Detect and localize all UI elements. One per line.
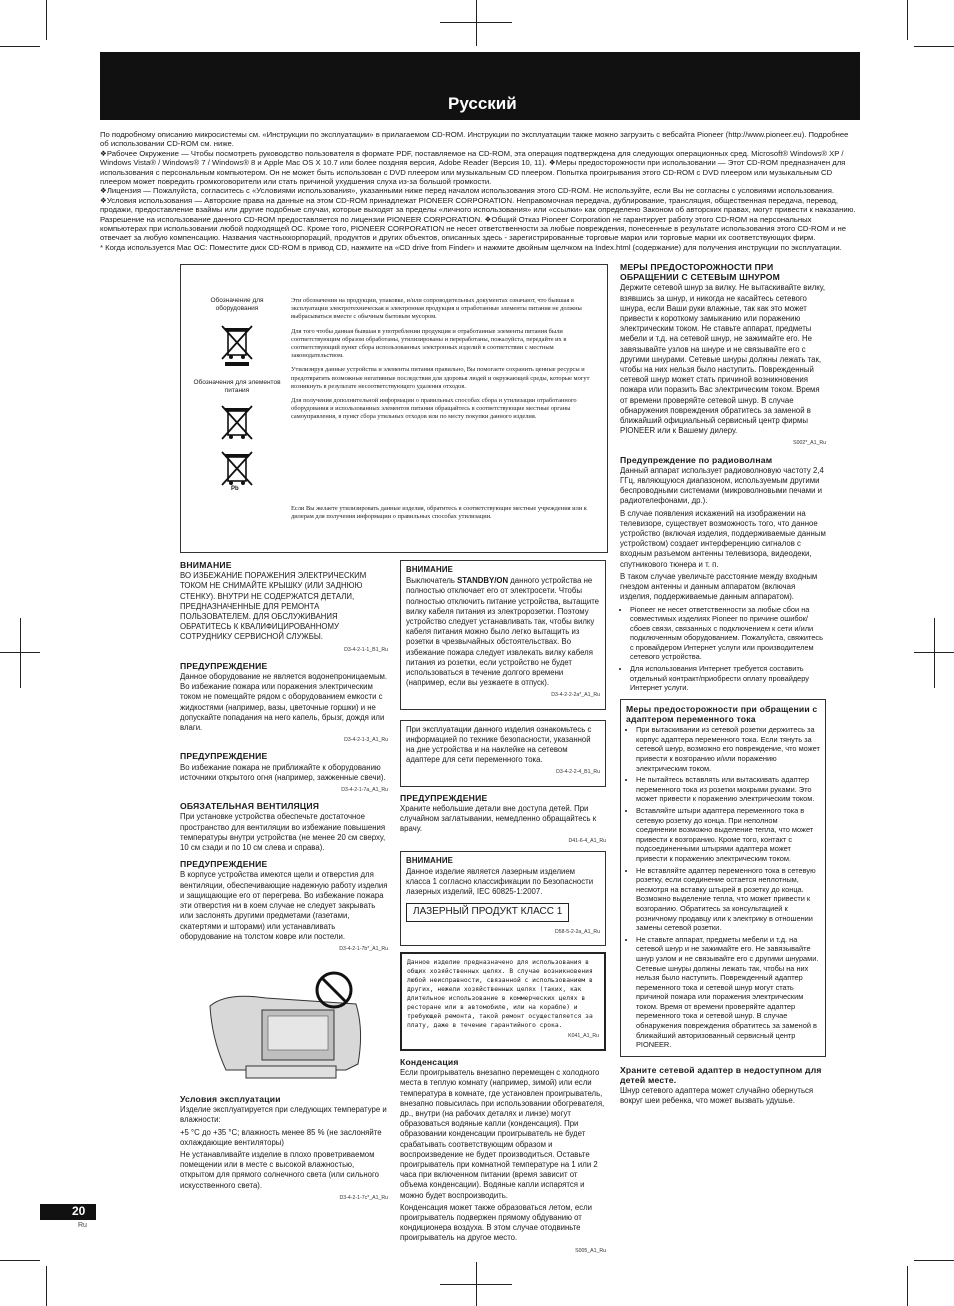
laser-box [400, 851, 606, 946]
intro-paragraph: ❖Рабочее Окружение — Чтобы посмотреть руководство пользователя в формате PDF, поставляемое на CD-ROM, эта операция подтверждена для следующих операционных сред. Microsoft® Windows® XP / Windows Vista® / Windows® 7 / Windows® 8 и Apple Mac OS X 10.7 или более поздняя версия, Adobe Reader (Версия 10, 11). ❖Меры предосторожности при использовании — Этот CD-ROM предназначен для использования с персональным компьютером. Он не может быть использован с DVD плеером или музыкальным CD плеером. Попытка проигрывания этого CD-ROM с DVD плеером или музыкальным CD плеером может повредить громкоговорители или стать причиной ухудшения слуха из-за большой громкости. [100, 148, 846, 187]
column-right [620, 262, 826, 1109]
doc-code: D3-4-2-1-3_A1_Ru [344, 737, 388, 744]
weee-paragraph: Если Вы желаете утилизировать данные изделия, обратитесь в соответствующие местные учреждения или к дилерам для получения информации о правильных способах утилизации. [291, 505, 587, 521]
intro-paragraph: ❖Лицензия — Пожалуйста, согласитесь с «Условиями использования», указанными ниже перед началом использования этого CD-ROM. Не используйте, если Вы не согласны с условиями использования. ❖Условия использования — Авторские права на данные на этом CD-ROM принадлежат PIONEER CORPORATION. Неправомочная передача, дублирование, трансляция, общественная передача, перевод, продажи, предоставление взаймы или другие подобные случаи, которые выходят за пределы «личного использования» или «ссылки» как определено Законом об авторских правах, могут привести к наказанию. Разрешение на использование данного CD-ROM предоставляется по лицензии PIONEER CORPORATION. ❖Общий Отказ Pioneer Corporation не гарантирует работу этого CD-ROM на персональных компьютерах при использовании любой подходящей ОС. Кроме того, PIONEER CORPORATION не несет ответственности за любые повреждения, понесенные в результате использования этого CD-ROM и не отвечает за любую компенсацию. Названия частныхкорпораций, продуктов и других объектов, описанных здесь - зарегистрированные торговые марки или торговые марки их соответствующих фирм. [100, 186, 856, 243]
doc-code: D3-4-2-1-7c*_A1_Ru [339, 1194, 388, 1201]
section-heading: ПРЕДУПРЕЖДЕНИЕ [180, 859, 268, 870]
registration-mark [934, 618, 935, 688]
page-number: 20 [72, 1204, 86, 1218]
page-language: Ru [78, 1222, 87, 1229]
section-heading: Меры предосторожности при обращении с адаптером переменного тока [626, 703, 818, 725]
section-heading: Конденсация [400, 1056, 459, 1067]
doc-code: D3-4-2-1-7a_A1_Ru [341, 787, 388, 794]
section-text-end: данного устройства не полностью отключает его от электросети. Чтобы полностью отключить питание устройства, вытащите вилку кабеля питания из электророзетки. Поэтому устройство следует устанавливать так, чтобы вилку кабеля питания можно было легко вытащить из розетки в чрезвычайных обстоятельствах. Во избежание пожара следует извлекать вилку кабеля питания из розетки, если устройство не будет использоваться в течение долгого времени (например, если вы уезжаете в отпуск). [406, 576, 600, 688]
section-text: Данный аппарат использует радиоволновую частоту 2,4 ГГц, являющуюся диапазоном, используемым другими беспроводными системами (микроволновыми печами и радиотелефонами, др.). [620, 465, 824, 506]
doc-code: K041_A1_Ru [568, 1032, 599, 1039]
attention-box [400, 560, 606, 710]
section-text: В корпусе устройства имеются щели и отверстия для вентиляции, обеспечивающие надежную работу изделия и защищающие его от перегрева. Во избежание пожара эти отверстия ни в коем случае не следует закрывать или заслонять другими предметами (газетами, скатертями и шторами) или устанавливать оборудование на толстом ковре или постели. [180, 870, 388, 941]
section-heading: МЕРЫ ПРЕДОСТОРОЖНОСТИ ПРИ ОБРАЩЕНИИ С СЕТЕВЫМ ШНУРОМ [620, 262, 781, 283]
registration-mark [476, 1262, 477, 1306]
section-text: +5 °C до +35 °C; влажность менее 85 % (не заслоняйте охлаждающие вентиляторы) [180, 1127, 382, 1147]
pb-label: Pb [231, 486, 239, 492]
section-heading: Храните сетевой адаптер в недоступном для детей месте. [620, 1064, 822, 1086]
section-heading: ВНИМАНИЕ [406, 855, 454, 865]
standby-switch-label: STANDBY/ON [457, 576, 509, 586]
section-text: ВО ИЗБЕЖАНИЕ ПОРАЖЕНИЯ ЭЛЕКТРИЧЕСКИМ ТОКОМ НЕ СНИМАЙТЕ КРЫШКУ (ИЛИ ЗАДНЮЮ СТЕНКУ). ВНУТРИ НЕ СОДЕРЖАТСЯ ДЕТАЛИ, ПРЕДНАЗНАЧЕННЫЕ ДЛЯ РЕМОНТА ПОЛЬЗОВАТЕЛЕМ. ДЛЯ ОБСЛУЖИВАНИЯ ОБРАТИТЕСЬ К КВАЛИФИЦИРОВАННОМУ СОТРУДНИКУ СЕРВИСНОЙ СЛУЖБЫ. [180, 571, 367, 642]
weee-paragraph: Утилизируя данные устройства и элементы питания правильно, Вы помогаете сохранить ценные ресурсы и предотвратить возможные негативные последствия для здоровья людей и окружающей среды, которые могут возникнуть в результате несоответствующего удаления отходов. [291, 366, 590, 390]
section-text: Данное изделие является лазерным изделием класса 1 согласно классификации по Безопасности лазерных изделий, IEC 60825-1:2007. [406, 866, 594, 897]
section-text: Храните небольшие детали вне доступа детей. При случайном заглатывании, немедленно обращайтесь к врачу. [400, 803, 597, 834]
covered-device-illustration [206, 970, 366, 1088]
radio-notes-list [620, 605, 826, 693]
equipment-label: Обозначение для оборудования [210, 297, 264, 312]
ac-adapter-box [620, 699, 826, 1057]
section-text: Держите сетевой шнур за вилку. Не вытаскивайте вилку, взявшись за шнур, и никогда не касайтесь сетевого шнура, если Ваши руки влажные, так как это может привести к короткому замыканию или поражению электрическим током. Не ставьте аппарат, предметы мебели и т.д. на сетевой шнур, не зажимайте его. Не завязывайте узлов на шнуре и не связывайте его с другими шнурами. Сетевые шнуры должны лежать так, чтобы на них нельзя было наступить. Поврежденный сетевой шнур может стать причиной возникновения пожара или поразить Вас электрическим током. Время от времени проверяйте сетевой шнур. В случае обнаружения повреждения обратитесь за заменой в ближайший официальный сервисный центр фирмы PIONEER или к Вашему дилеру. [620, 283, 826, 436]
crossed-bin-icon [219, 403, 255, 443]
laser-class-label: ЛАЗЕРНЫЙ ПРОДУКТ КЛАСС 1 [406, 903, 569, 921]
crop-mark [46, 0, 47, 40]
page-number-bar [40, 1204, 96, 1220]
weee-notice-box [180, 264, 608, 553]
section-heading: ПРЕДУПРЕЖДЕНИЕ [180, 660, 268, 671]
section-heading: ВНИМАНИЕ [180, 560, 232, 570]
section-text: В случае появления искажений на изображении на телевизоре, существует возможность того, что данное устройство (включая изделия, поддерживаемые данным устройством) создает интерференцию сигналов с входным разъемом антенны телевизора, видеодеки, спутникового тюнера и т. п. [620, 508, 826, 569]
safety-info-box [400, 720, 606, 787]
adapter-notes-list [626, 725, 820, 1050]
intro-text [100, 130, 858, 252]
crop-mark [0, 46, 40, 47]
list-item: • Pioneer не несет ответственности за любые сбои на совместимых изделиях Pioneer по причине ошибок/сбоев связи, связанных с подключением к сети и/или подключенным оборудованием. Пожалуйста, свяжитесь с провайдером Интернет услуги или производителем сетевого устройства. [630, 605, 826, 663]
section-heading: Предупреждение по радиоволнам [620, 454, 773, 465]
section-text: При установке устройства обеспечьте достаточное пространство для вентиляции во избежание повышения температуры внутри устройства (не менее 20 см сверху, 10 см сзади и по 10 см слева и справа). [180, 812, 386, 853]
intro-paragraph: * Когда используется Mac OC: Поместите диск CD-ROM в привод CD, нажмите на «CD drive from Finder» и нажмите двойным щелчком на Index.html (содержание) для получения инструкции по эксплуатации. [100, 242, 842, 252]
section-text: Во избежание пожара не приближайте к оборудованию источники открытого огня (например, зажженные свечи). [180, 762, 386, 782]
doc-code: D3-4-2-1-7b*_A1_Ru [339, 945, 388, 952]
section-heading: Условия эксплуатации [180, 1094, 281, 1104]
section-text: Данное оборудование не является водонепроницаемым. Во избежание пожара или поражения электрическим током не помещайте рядом с оборудованием емкости с жидкостями (например, вазы, цветочные горшки) и не допускайте попадания на него капель, брызг, дождя или влаги. [180, 672, 388, 733]
section-heading: ОБЯЗАТЕЛЬНАЯ ВЕНТИЛЯЦИЯ [180, 801, 320, 812]
section-text: Данное изделие предназначено для использования в общих хозяйственных целях. В случае возникновения любой неисправности, связанной с использованием в других, нежели хозяйственных целях (таких, как длительное использование в коммерческих целях в ресторане или в автомобиле, или на корабле) и требующей ремонта, такой ремонт осуществляется за плату, даже в течение гарантийного срока. [407, 958, 593, 1029]
weee-text [291, 297, 597, 428]
section-text: Шнур сетевого адаптера может случайно обернуться вокруг шеи ребенка, что может вызвать удушье. [620, 1086, 814, 1106]
crop-mark [0, 1260, 40, 1261]
batteries-label: Обозначения для элементов питания [193, 379, 281, 394]
doc-code: D3-4-2-2-4_B1_Ru [556, 769, 600, 776]
crossed-bin-icon [219, 323, 255, 367]
column-left [180, 554, 388, 958]
list-item: • Вставляйте штыри адаптера переменного тока в сетевую розетку до конца. При неполном соединении возможно выделение тепла, что может привести к возгоранию. Кроме того, контакт с подсоединенными штырями адаптера может привести к поражению электрическим током. [636, 806, 820, 864]
section-text: Если проигрыватель внезапно перемещен с холодного места в теплую комнату (например, зимой) или если температура в комнате, где установлен проигрыватель, внезапно повысилась при использовании обогревателя, др., внутри (на рабочих деталях и линзе) могут образоваться водяные капли (конденсация). При образовании конденсации проигрыватель не будет срабатывать соответствующим образом и воспроизведение не будет производиться. Оставьте проигрыватель при комнатной температуре на 1 или 2 часа при включенном питании (время зависит от объема конденсации). Водяные капли испарятся и можно будет воспроизводить. [400, 1068, 605, 1200]
crop-mark [914, 1260, 954, 1261]
weee-paragraph: Эти обозначения на продукции, упаковке, и/или сопроводительных документах означают, что бывшая в эксплуатации электротехническая и электронная продукция и отработанные элементы питания не должны выбрасываться вместе с обычным бытовым мусором. [291, 297, 582, 321]
doc-code: D3-4-2-2-2a*_A1_Ru [551, 692, 600, 699]
list-item: • Не ставьте аппарат, предметы мебели и т.д. на сетевой шнур и не зажимайте его. Не завязывайте шнур узлом и не связывайте его с другими шнурами. Сетевые шнуры должны лежать так, чтобы на них нельзя было наступить. Поврежденный адаптер переменного тока и сетевой шнур могут стать причиной пожара или поражения электрическим током. Время от времени проверяйте адаптер переменного тока и сетевой шнур. В случае обнаружения повреждения обратитесь за заменой в ближайший авторизованный сервисный центр PIONEER. [636, 935, 820, 1050]
registration-mark [20, 618, 21, 688]
doc-code: D58-5-2-2a_A1_Ru [555, 928, 600, 935]
list-item: • Для использования Интернет требуется составить отдельный контракт/приобрести оплату провайдеру Интернет услуги. [630, 664, 826, 693]
doc-code: S002*_A1_Ru [793, 440, 826, 447]
intro-paragraph: По подробному описанию микросистемы см. «Инструкции по эксплуатации» в прилагаемом CD-ROM. Инструкции по эксплуатации также можно загрузить с вебсайта Pioneer (http://www.pioneer.eu). Подробнее об использовании CD-ROM см. ниже. [100, 130, 849, 149]
section-heading: ВНИМАНИЕ [406, 565, 454, 574]
crop-mark [914, 46, 954, 47]
section-heading: ПРЕДУПРЕЖДЕНИЕ [400, 792, 488, 803]
crop-mark [907, 1266, 908, 1306]
section-text-start: Выключатель [406, 576, 458, 586]
weee-paragraph: Для того чтобы данная бывшая в употреблении продукция и отработанные элементы питания были соответствующим образом обработаны, утилизированы и переработаны, пожалуйста, передайте их в соответствующий пункт сбора использованных электронных изделий в соответствии с местным законодательством. [291, 327, 567, 360]
column-left-bottom [180, 1094, 388, 1207]
crop-mark [907, 0, 908, 40]
household-use-box [400, 952, 606, 1051]
column-middle [400, 560, 606, 1260]
page-title: Русский [448, 94, 517, 113]
crop-mark [46, 1266, 47, 1306]
section-text [406, 576, 600, 688]
list-item: • Не пытайтесь вставлять или вытаскивать адаптер переменного тока из розетки мокрыми руками. Это может привести к поражению электрическим током. [636, 775, 820, 804]
list-item: • При вытаскивании из сетевой розетки держитесь за корпус адаптера переменного тока. Если тянуть за сетевой шнур, возможно его повреждение, что может привести к возгоранию и/или поражению электрическим током. [636, 725, 820, 773]
section-text: При эксплуатации данного изделия ознакомьтесь с информацией по технике безопасности, указанной на дне устройства и на наклейке на сетевом адаптере для сети переменного тока. [406, 724, 592, 765]
section-text: Конденсация может также образоваться летом, если проигрыватель подвержен прямому обдуванию от кондиционера воздуха. В этом случае отодвиньте проигрыватель на другое место. [400, 1202, 593, 1243]
section-heading: ПРЕДУПРЕЖДЕНИЕ [180, 751, 268, 762]
doc-code: S005_A1_Ru [575, 1247, 606, 1254]
section-text: Изделие эксплуатируется при следующих температуре и влажности: [180, 1105, 387, 1125]
section-text: В таком случае увеличьте расстояние между входным гнездом антенны и данным аппаратом (включая изделия, поддерживаемые данным аппаратом). [620, 571, 818, 602]
doc-code: D3-4-2-1-1_B1_Ru [344, 646, 388, 653]
weee-paragraph: Для получения дополнительной информации о правильных способах сбора и утилизации отработанного оборудования и использованных элементов питания обращайтесь в соответствующие местные органы самоуправления, в пункт сбора утильных отходов или по месту покупки данного изделия. [291, 397, 577, 421]
crossed-bin-pb-icon [219, 449, 255, 489]
list-item: • Не вставляйте адаптер переменного тока в сетевую розетку, если соединение остается неплотным, несмотря на вставку штырей в розетку до конца. Возможно выделение тепла, что может привести к возгоранию. Обратитесь за консультацией к розничному продавцу или к электрику в отношении замены сетевой розетки. [636, 866, 820, 933]
doc-code: D41-6-4_A1_Ru [568, 838, 606, 845]
registration-mark [476, 0, 477, 46]
section-text: Не устанавливайте изделие в плохо проветриваемом помещении или в месте с высокой влажностью, открытом для прямого солнечного света (или сильного искусственного света). [180, 1150, 380, 1190]
